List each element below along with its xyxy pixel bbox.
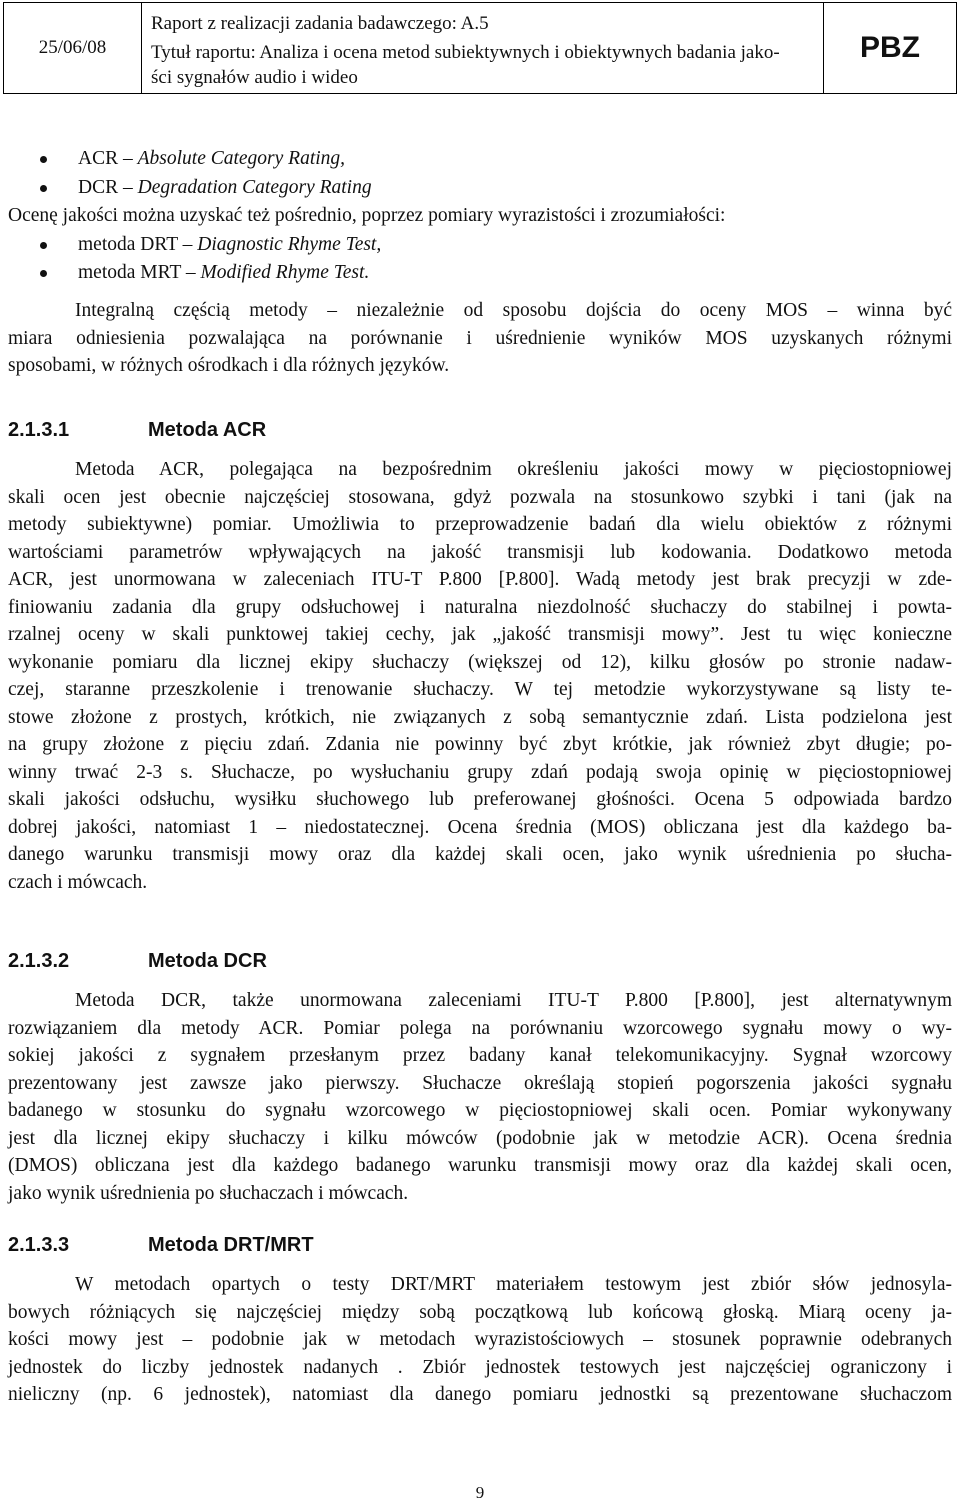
header-title-block: [142, 3, 824, 93]
header-report-line: Raport z realizacji zadania badawczego: A.5: [151, 13, 489, 34]
paragraph-acr: [8, 456, 952, 896]
paragraph-line: na grupy złożone z pięciu zdań. Zdania nie powinny być zbyt krótkie, jak również zbyt długie; po-: [8, 734, 952, 755]
paragraph-line: czej, staranne przeszkolenie i trenowanie słuchaczy. W tej metodzie wykorzystywane są listy te-: [8, 679, 952, 700]
paragraph-dcr: [8, 987, 952, 1207]
intro-list: [8, 145, 952, 288]
paragraph-line: stowe złożone z prostych, krótkich, nie związanych z sobą semantycznie zdań. Lista podzielona jest: [8, 706, 952, 728]
header-title-line-2: ści sygnałów audio i wideo: [151, 67, 358, 88]
header-title-line-1: Tytuł raportu: Analiza i ocena metod subiektywnych i obiektywnych badania jako-: [151, 42, 780, 63]
header-date: 25/06/08: [4, 3, 142, 93]
paragraph-line: rozwiązaniem dla metody ACR. Pomiar polega na porównaniu wzorcowego sygnału mowy o wy-: [8, 1017, 952, 1039]
bullet-icon: [40, 242, 47, 249]
paragraph-line: wykonanie pomiaru dla licznej ekipy słuchaczy (większej od 12), kilku głosów po stronie nadaw-: [8, 651, 952, 673]
paragraph-line: ACR, jest unormowana w zaleceniach ITU-T P.800 [P.800]. Wadą metody jest brak precyzji w zde-: [8, 569, 952, 590]
paragraph-line: dobrej jakości, natomiast 1 – niedostatecznej. Ocena średnia (MOS) obliczana jest dla każdego ba-: [8, 816, 952, 838]
paragraph-line: sokiej jakości z sygnałem przesłanym przez badany kanał telekomunikacyjny. Sygnał wzorcowy: [8, 1045, 952, 1066]
list-item-text: metoda MRT – Modified Rhyme Test.: [78, 262, 370, 283]
list-item: [8, 174, 952, 203]
paragraph-line: (DMOS) obliczana jest dla każdego badanego warunku transmisji mowy oraz dla każdej skali ocen,: [8, 1155, 952, 1176]
intro-middle-line: Ocenę jakości można uzyskać też pośrednio, poprzez pomiary wyrazistości i zrozumiałości:: [8, 205, 726, 226]
paragraph-line: sposobami, w różnych ośrodkach i dla różnych języków.: [8, 355, 450, 376]
list-item: [8, 145, 952, 174]
paragraph-line: nieliczny (np. 6 jednostek), natomiast dla danego pomiaru jednostki są prezentowane słuchaczom: [8, 1384, 952, 1405]
paragraph-line: finiowaniu zadania dla grupy odsłuchowej i naturalna niezdolność słuchaczy do stabilnej i powta-: [8, 596, 952, 618]
bullet-icon: [40, 270, 47, 277]
list-item: [8, 259, 952, 288]
paragraph-line: Metoda ACR, polegająca na bezpośrednim określeniu jakości mowy w pięciostopniowej: [75, 459, 952, 480]
paragraph-line: kości mowy jest – podobnie jak w metodach wyrazistościowych – stosunek poprawnie odebranych: [8, 1329, 952, 1350]
paragraph-line: jako wynik uśrednienia po słuchaczach i mówcach.: [8, 1182, 409, 1204]
paragraph-line: Metoda DCR, także unormowana zaleceniami ITU-T P.800 [P.800], jest alternatywnym: [75, 990, 952, 1011]
list-item-text: ACR – Absolute Category Rating,: [78, 148, 346, 169]
section-heading-dcr: 2.1.3.2 Metoda DCR: [8, 950, 267, 972]
paragraph-line: miara odniesienia pozwalająca na porównanie i uśrednienie wyników MOS uzyskanych różnymi: [8, 327, 952, 349]
list-item-text: DCR – Degradation Category Rating: [78, 176, 372, 198]
paragraph-line: Integralną częścią metody – niezależnie od sposobu dojścia do oceny MOS – winna być: [75, 300, 952, 321]
paragraph-line: rzalnej oceny w skali punktowej takiej cechy, jak „jakość transmisji mowy”. Jest tu więc konieczne: [8, 624, 952, 645]
bullet-icon: [40, 185, 47, 192]
list-item-text: metoda DRT – Diagnostic Rhyme Test,: [78, 233, 382, 255]
paragraph-line: danego warunku transmisji mowy oraz dla każdej skali ocen, jako wynik uśrednienia po słucha-: [8, 844, 952, 865]
list-item: [8, 231, 952, 260]
paragraph-line: skali jakości odsłuchu, wysiłku słuchowego lub preferowanej głośności. Ocena 5 odpowiada bardzo: [8, 789, 952, 810]
bullet-icon: [40, 156, 47, 163]
paragraph-line: metody subiektywne) pomiar. Umożliwia to przeprowadzenie badań dla wielu obiektów z różnymi: [8, 514, 952, 535]
paragraph-line: badanego w stosunku do sygnału wzorcowego w pięciostopniowej skali ocen. Pomiar wykonywany: [8, 1100, 952, 1121]
section-heading-acr: 2.1.3.1 Metoda ACR: [8, 419, 267, 441]
paragraph-line: jednostek do liczby jednostek nadanych . Zbiór jednostek testowych jest najczęściej ograniczony i: [8, 1356, 952, 1378]
section-heading-drt-mrt: 2.1.3.3 Metoda DRT/MRT: [8, 1234, 314, 1256]
page-number: 9: [475, 1483, 485, 1502]
page-header: [3, 2, 957, 94]
paragraph-line: wartościami parametrów wpływających na jakość transmisji lub kodowania. Dodatkowo metoda: [8, 541, 952, 563]
paragraph-line: W metodach opartych o testy DRT/MRT materiałem testowym jest zbiór słów jednosyla-: [75, 1274, 952, 1295]
paragraph-line: jest dla licznej ekipy słuchaczy i kilku mówców (podobnie jak w metodzie ACR). Ocena średnia: [8, 1127, 952, 1149]
paragraph-intro: [8, 297, 952, 380]
header-logo: PBZ: [860, 31, 920, 64]
paragraph-line: winny trwać 2-3 s. Słuchacze, po wysłuchaniu grupy zdań podają swoja opinię w pięciostopniowej: [8, 761, 952, 783]
paragraph-line: skali ocen jest obecnie najczęściej stosowana, gdyż pozwala na stosunkowo szybki i tani (jak na: [8, 486, 952, 508]
paragraph-line: prezentowany jest zawsze jako pierwszy. Słuchacze określają stopień pogorszenia jakości sygnału: [8, 1072, 952, 1094]
paragraph-line: czach i mówcach.: [8, 871, 148, 893]
paragraph-drt-mrt: [8, 1271, 952, 1409]
paragraph-line: bowych różniących się najczęściej między sobą początkową lub końcową głoską. Miarą oceny ja-: [8, 1301, 952, 1323]
